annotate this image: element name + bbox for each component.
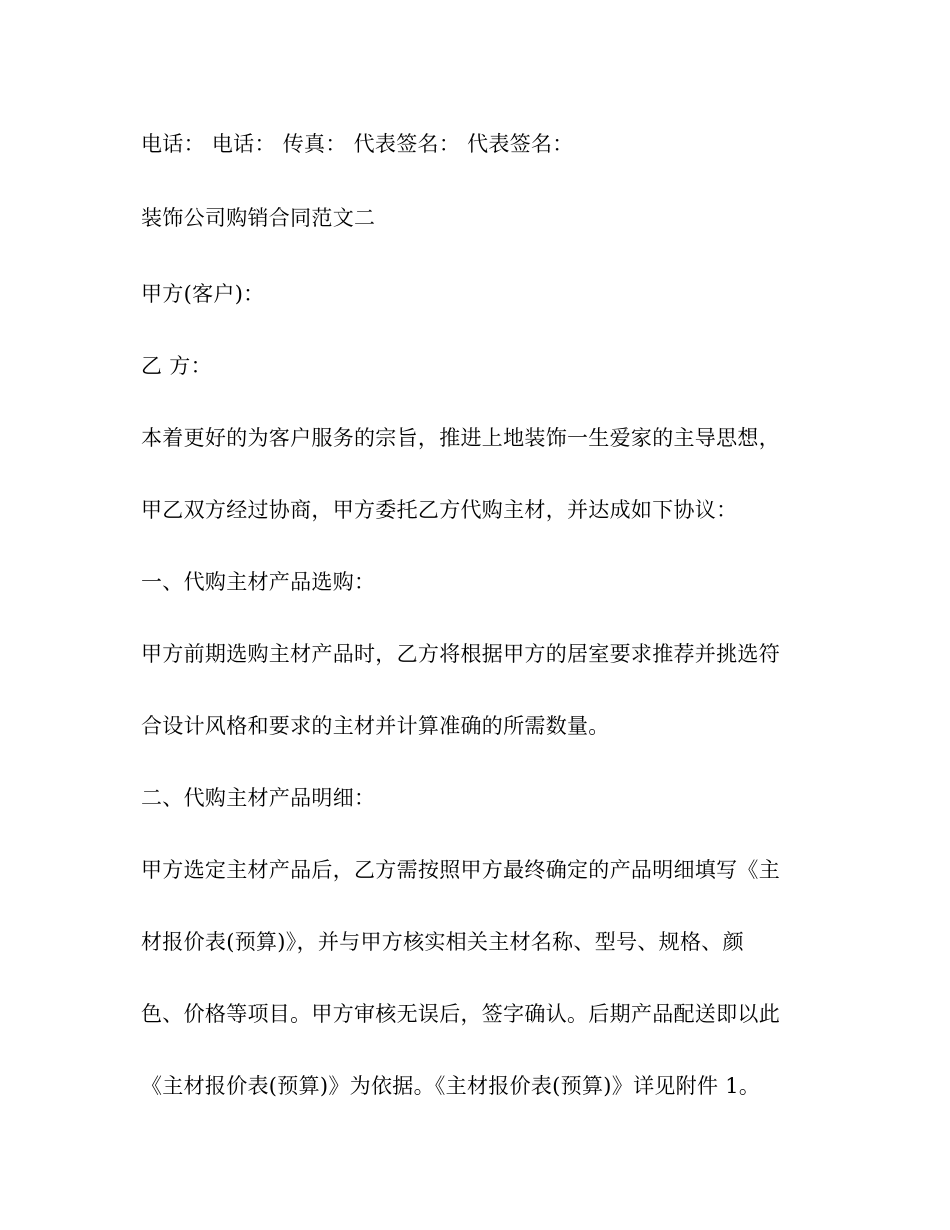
paragraph-line: 色、价格等项目。甲方审核无误后，签字确认。后期产品配送即以此	[141, 1002, 780, 1026]
paragraph-line: 甲方选定主材产品后，乙方需按照甲方最终确定的产品明细填写《主	[141, 858, 780, 882]
party-a-label: 甲方(客户)：	[141, 282, 265, 306]
paragraph-line: 甲乙双方经过协商，甲方委托乙方代购主材，并达成如下协议：	[141, 498, 738, 522]
paragraph-line: 本着更好的为客户服务的宗旨，推进上地装饰一生爱家的主导思想，	[141, 426, 780, 450]
signature-fields-line: 电话： 电话： 传真： 代表签名： 代表签名：	[141, 132, 574, 156]
paragraph-line: 《主材报价表(预算)》为依据。《主材报价表(预算)》详见附件 1。	[141, 1074, 761, 1098]
paragraph-line: 合设计风格和要求的主材并计算准确的所需数量。	[141, 714, 610, 738]
paragraph-line: 材报价表(预算)》，并与甲方核实相关主材名称、型号、规格、颜	[141, 930, 744, 954]
section-heading-2: 二、代购主材产品明细：	[141, 786, 376, 810]
party-b-label: 乙 方：	[141, 354, 212, 378]
document-title: 装饰公司购销合同范文二	[141, 206, 376, 230]
section-heading-1: 一、代购主材产品选购：	[141, 570, 376, 594]
paragraph-line: 甲方前期选购主材产品时，乙方将根据甲方的居室要求推荐并挑选符	[141, 642, 780, 666]
